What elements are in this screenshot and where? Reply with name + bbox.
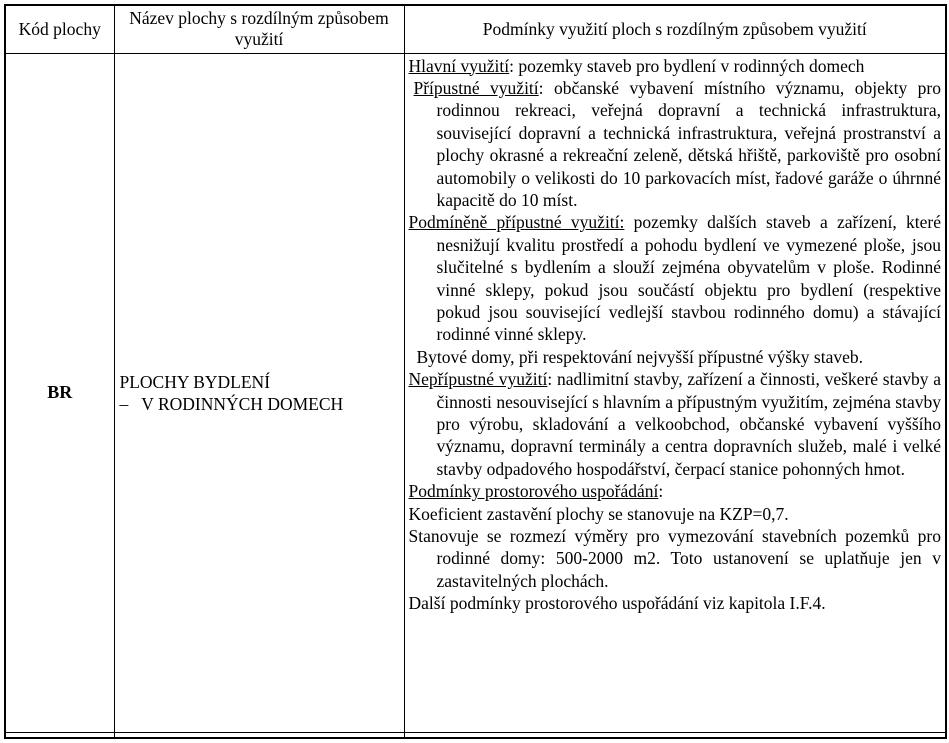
condition-paragraph: Stanovuje se rozmezí výměry pro vymezování stavebních pozemků pro rodinné domy: 500-2000 m2. Toto ustanovení se uplatňuje jen v zastavitelných plochách.	[408, 526, 941, 591]
partial-cell-name	[114, 732, 404, 738]
partial-cell-code	[5, 732, 114, 738]
table-header-row	[5, 5, 946, 53]
use-conditions-cell	[404, 53, 946, 732]
condition-heading: Nepřípustné využití	[408, 369, 548, 390]
dash-bullet: –	[119, 393, 129, 414]
partial-cell-conditions	[404, 732, 946, 738]
table-row	[5, 53, 946, 732]
condition-paragraph: Koeficient zastavění plochy se stanovuje na KZP=0,7.	[408, 503, 789, 524]
area-code-cell: BR	[5, 53, 114, 732]
condition-paragraph: Přípustné využití: občanské vybavení místního významu, objekty pro rodinnou rekreaci, veřejná dopravní a technická infrastruktura, související dopravní a technická infrastruktura, veřejná prostranství a plochy okrasné a rekreační zeleně, dětská hřiště, parkoviště pro osobní automobily o velikosti do 10 parkovacích míst, řadové garáže o úhrnné kapacitě do 10 míst.	[413, 77, 941, 210]
column-header-area-code: Kód plochy	[5, 5, 114, 53]
area-name-title: PLOCHY BYDLENÍ	[119, 371, 271, 392]
column-header-area-name: Název plochy s rozdílným způsobem využití	[114, 5, 404, 53]
area-name-cell	[114, 53, 404, 732]
condition-paragraph: Nepřípustné využití: nadlimitní stavby, zařízení a činnosti, veškeré stavby a činnosti nesouvisející s hlavním a přípustným využitím, zejména stavby pro výrobu, skladování a velkoobchod, občanské vybavení vyššího významu, dopravní terminály a centra dopravních služeb, malé i velké stavby odpadového hospodářství, čerpací stanice pohonných hmot.	[408, 369, 942, 479]
column-header-use-conditions: Podmínky využití ploch s rozdílným způsobem využití	[404, 5, 946, 53]
condition-paragraph: Podmíněně přípustné využití: pozemky dalších staveb a zařízení, které nesnižují kvalitu prostředí a pohodu bydlení ve vymezené ploše, jsou slučitelné s bydlením a slouží zejména obyvatelům v ploše. Rodinné vinné sklepy, pokud jsou součástí objektu pro bydlení (respektive pokud jsou související vedlejší stavbou rodinného domu) a stávající rodinné vinné sklepy.	[408, 212, 941, 345]
condition-paragraph: Další podmínky prostorového uspořádání viz kapitola I.F.4.	[408, 593, 826, 614]
condition-paragraph: Podmínky prostorového uspořádání:	[408, 481, 664, 502]
partial-next-row	[5, 732, 946, 738]
condition-heading: Podmíněně přípustné využití:	[408, 212, 625, 233]
condition-heading: Podmínky prostorového uspořádání	[408, 481, 659, 502]
condition-heading: Hlavní využití	[408, 55, 510, 76]
condition-heading: Přípustné využití	[413, 77, 539, 98]
condition-paragraph: Hlavní využití: pozemky staveb pro bydlení v rodinných domech	[408, 55, 865, 76]
land-use-conditions-table	[4, 4, 947, 739]
land-use-plan-document	[4, 4, 947, 739]
area-name-subitem	[120, 393, 400, 415]
area-name-subitem-label: V RODINNÝCH DOMECH	[141, 393, 344, 414]
condition-paragraph: Bytové domy, při respektování nejvyšší přípustné výšky staveb.	[416, 346, 864, 367]
